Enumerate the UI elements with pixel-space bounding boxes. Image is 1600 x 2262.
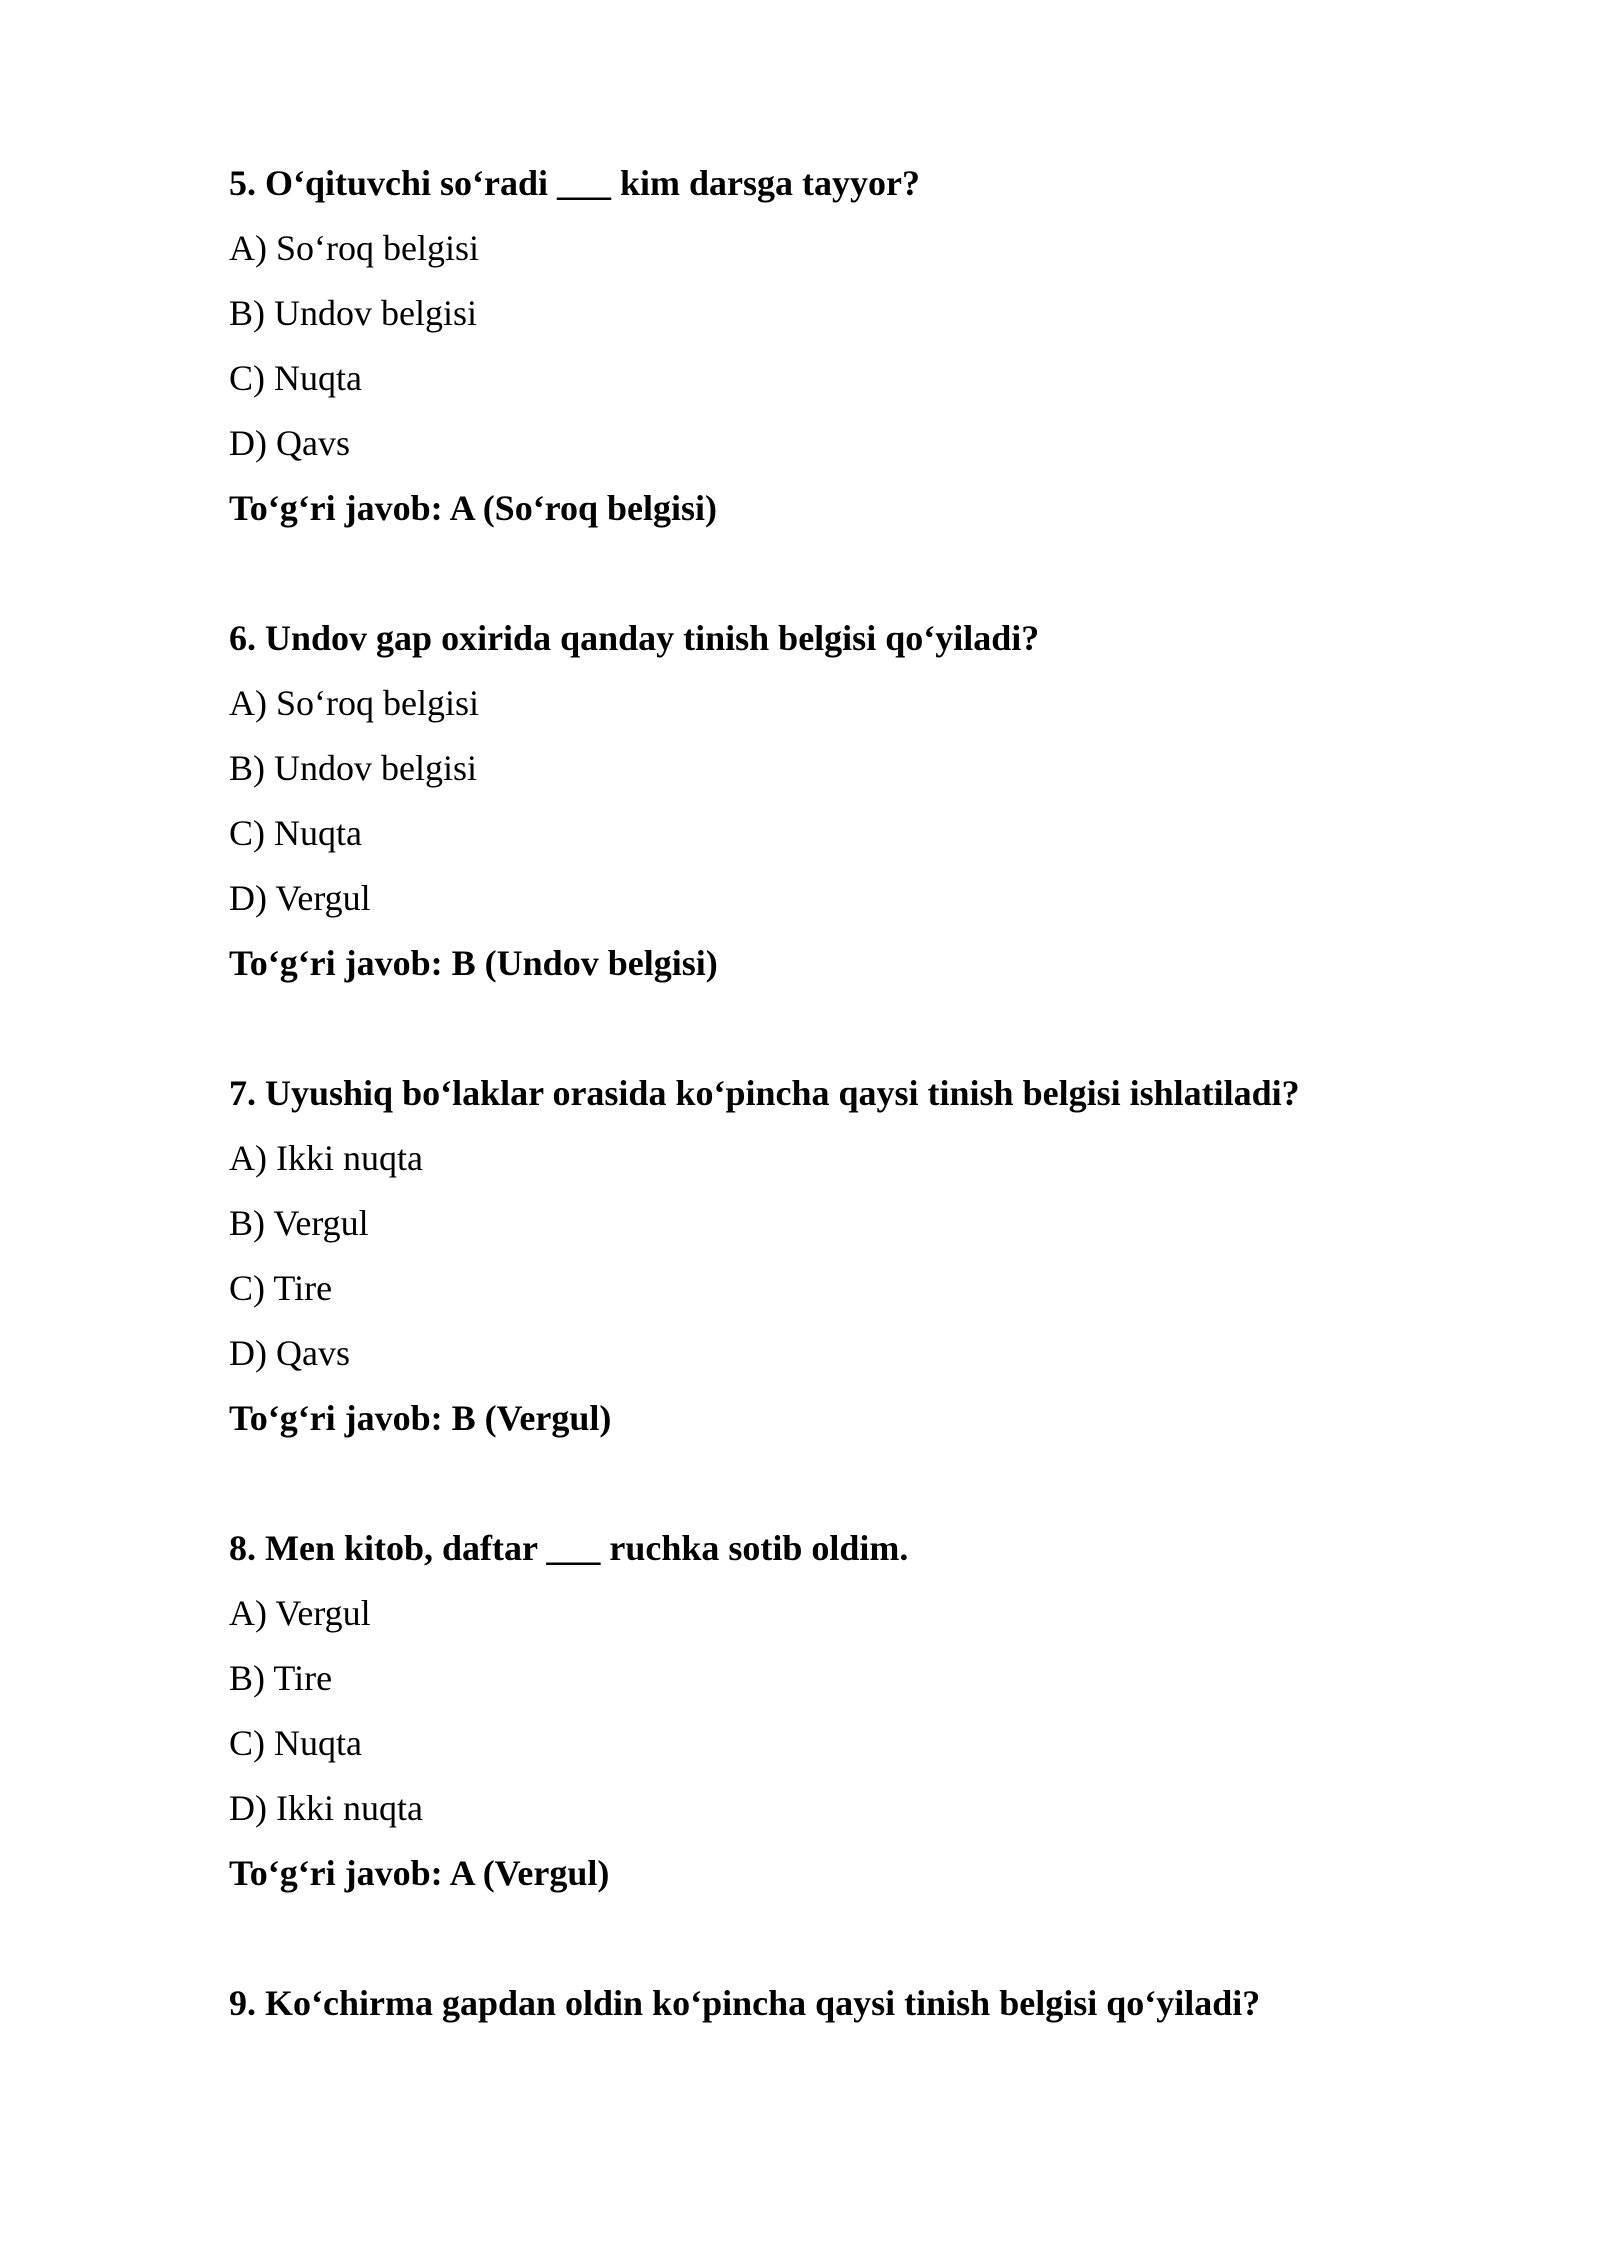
quiz-content xyxy=(229,151,1409,2101)
option-a: A) So‘roq belgisi xyxy=(229,683,479,723)
option-d: D) Qavs xyxy=(229,423,350,463)
correct-answer: To‘g‘ri javob: B (Vergul) xyxy=(229,1398,612,1438)
option-c: C) Tire xyxy=(229,1268,333,1308)
question-text: 6. Undov gap oxirida qanday tinish belgisi qo‘yiladi? xyxy=(229,618,1040,658)
option-c: C) Nuqta xyxy=(229,358,362,398)
option-b: B) Undov belgisi xyxy=(229,748,477,788)
option-c: C) Nuqta xyxy=(229,1723,362,1763)
option-d: D) Qavs xyxy=(229,1333,350,1373)
option-d: D) Vergul xyxy=(229,878,371,918)
option-b: B) Vergul xyxy=(229,1203,369,1243)
question-text: 8. Men kitob, daftar ___ ruchka sotib oldim. xyxy=(229,1528,909,1568)
option-a: A) Ikki nuqta xyxy=(229,1138,423,1178)
correct-answer: To‘g‘ri javob: B (Undov belgisi) xyxy=(229,943,718,983)
correct-answer: To‘g‘ri javob: A (So‘roq belgisi) xyxy=(229,488,718,528)
option-b: B) Tire xyxy=(229,1658,333,1698)
question-text: 9. Ko‘chirma gapdan oldin ko‘pincha qaysi tinish belgisi qo‘yiladi? xyxy=(229,1983,1261,2023)
correct-answer: To‘g‘ri javob: A (Vergul) xyxy=(229,1853,610,1893)
question-8 xyxy=(229,1516,1409,1906)
option-c: C) Nuqta xyxy=(229,813,362,853)
question-text: 7. Uyushiq bo‘laklar orasida ko‘pincha qaysi tinish belgisi ishlatiladi? xyxy=(229,1073,1300,1113)
question-5 xyxy=(229,151,1409,541)
question-7 xyxy=(229,1061,1409,1451)
question-9 xyxy=(229,1971,1409,2036)
question-text: 5. O‘qituvchi so‘radi ___ kim darsga tayyor? xyxy=(229,163,921,203)
option-a: A) So‘roq belgisi xyxy=(229,228,479,268)
option-d: D) Ikki nuqta xyxy=(229,1788,423,1828)
option-b: B) Undov belgisi xyxy=(229,293,477,333)
option-a: A) Vergul xyxy=(229,1593,371,1633)
question-6 xyxy=(229,606,1409,996)
